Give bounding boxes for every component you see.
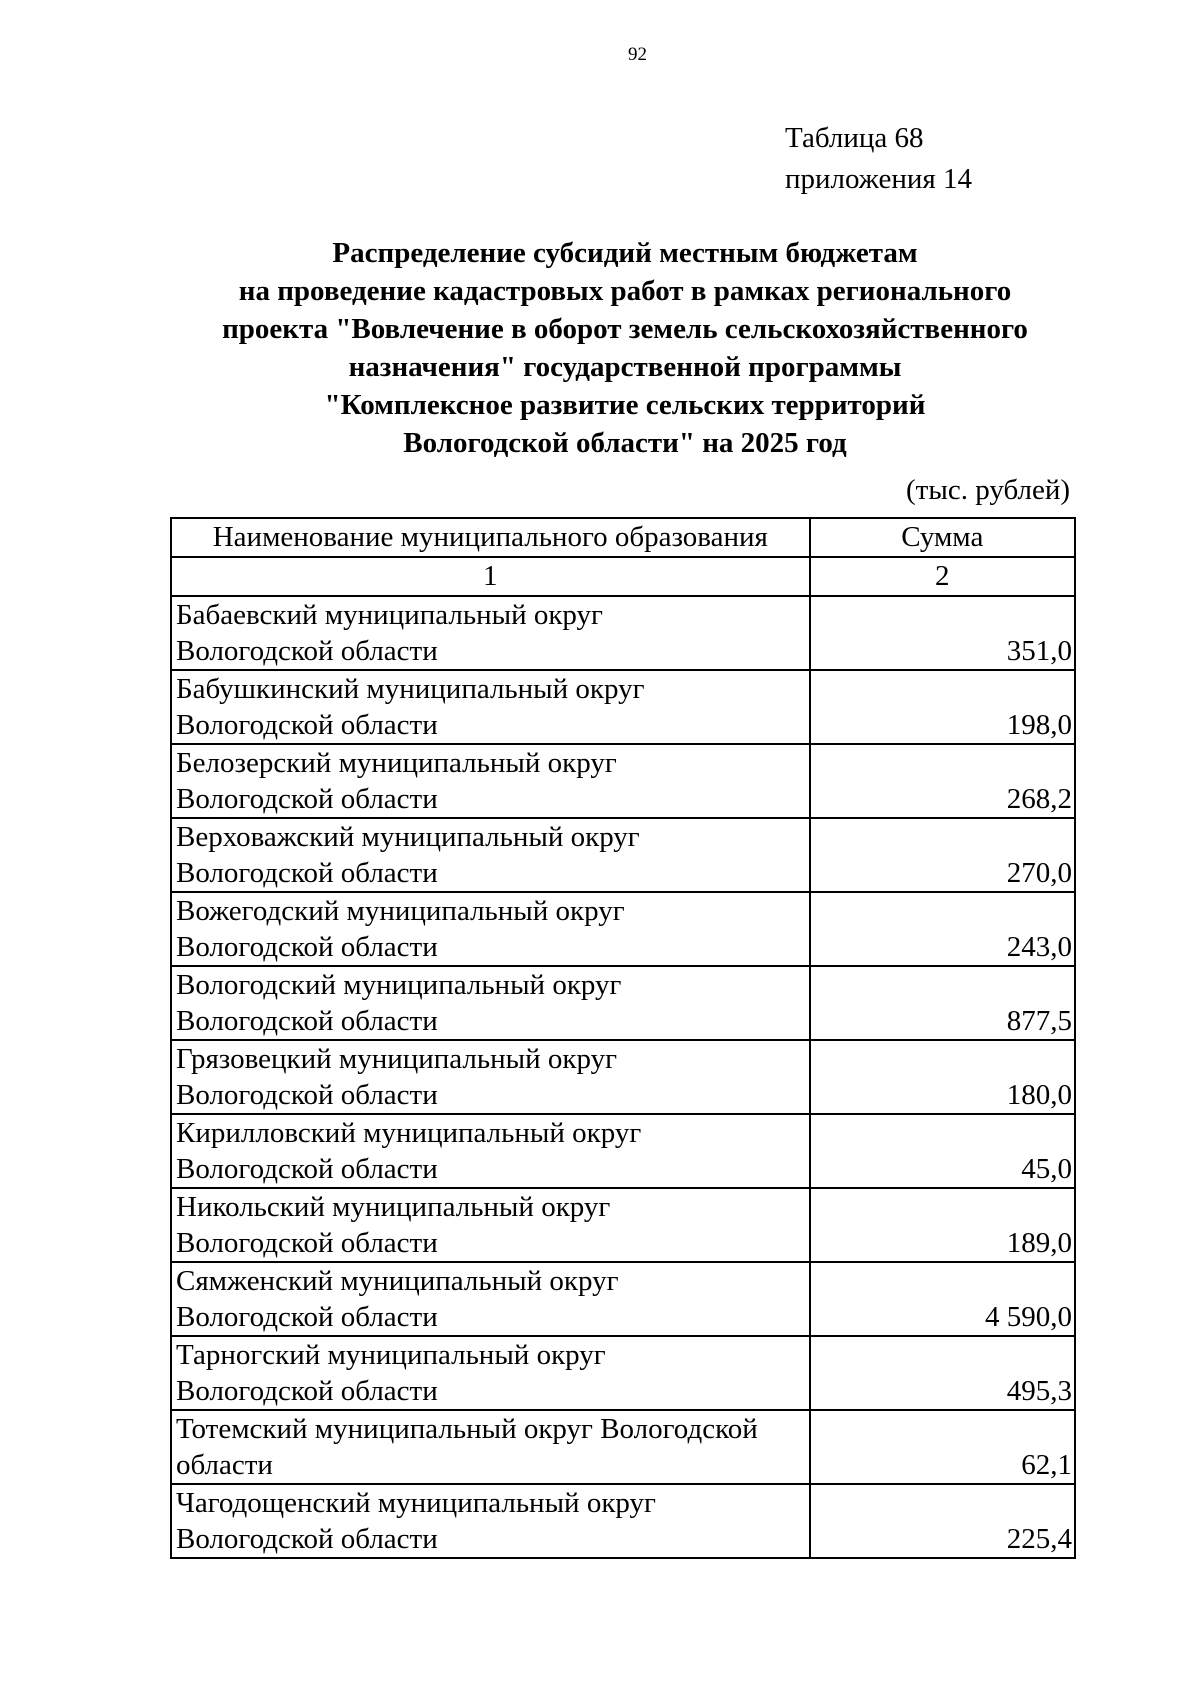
municipality-name: Тарногский муниципальный округ bbox=[176, 1339, 606, 1371]
municipality-name: Вологодской области bbox=[176, 1227, 438, 1259]
table-row bbox=[171, 966, 1075, 1040]
title-line: "Комплексное развитие сельских территорий bbox=[324, 389, 926, 421]
municipality-name: Грязовецкий муниципальный округ bbox=[176, 1043, 618, 1075]
table-row bbox=[171, 1336, 1075, 1410]
amount-cell: 268,2 bbox=[810, 744, 1075, 818]
municipality-name-cell bbox=[171, 1040, 810, 1114]
table-row bbox=[171, 1262, 1075, 1336]
amount-cell: 270,0 bbox=[810, 818, 1075, 892]
document-title bbox=[110, 234, 1140, 462]
municipality-name: Вологодской области bbox=[176, 1079, 438, 1111]
municipality-name: Вологодской области bbox=[176, 783, 438, 815]
amount-cell: 180,0 bbox=[810, 1040, 1075, 1114]
title-line: назначения" государственной программы bbox=[348, 351, 902, 383]
amount-cell: 198,0 bbox=[810, 670, 1075, 744]
table-row bbox=[171, 1410, 1075, 1484]
table-row bbox=[171, 670, 1075, 744]
municipality-name-cell bbox=[171, 818, 810, 892]
table-row bbox=[171, 596, 1075, 670]
municipality-name: Верховажский муниципальный округ bbox=[176, 821, 640, 853]
amount-cell: 4 590,0 bbox=[810, 1262, 1075, 1336]
municipality-name: Вологодской области bbox=[176, 857, 438, 889]
amount-cell: 351,0 bbox=[810, 596, 1075, 670]
column-number: 1 bbox=[171, 557, 810, 596]
municipality-name-cell bbox=[171, 1410, 810, 1484]
municipality-name-cell bbox=[171, 966, 810, 1040]
municipality-name-cell bbox=[171, 1188, 810, 1262]
municipality-name-cell bbox=[171, 892, 810, 966]
municipality-name: Сямженский муниципальный округ bbox=[176, 1265, 619, 1297]
municipality-name: Вологодский муниципальный округ bbox=[176, 969, 622, 1001]
amount-cell: 225,4 bbox=[810, 1484, 1075, 1558]
amount-cell: 243,0 bbox=[810, 892, 1075, 966]
subsidy-table bbox=[170, 517, 1076, 1559]
column-number-row bbox=[171, 557, 1075, 596]
column-number: 2 bbox=[810, 557, 1075, 596]
table-row bbox=[171, 744, 1075, 818]
title-line: Распределение субсидий местным бюджетам bbox=[332, 237, 918, 269]
municipality-name: Вожегодский муниципальный округ bbox=[176, 895, 625, 927]
title-line: на проведение кадастровых работ в рамках регионального bbox=[238, 275, 1012, 307]
municipality-name: области bbox=[176, 1449, 273, 1481]
municipality-name-cell bbox=[171, 670, 810, 744]
municipality-name: Кирилловский муниципальный округ bbox=[176, 1117, 642, 1149]
municipality-name: Бабаевский муниципальный округ bbox=[176, 599, 603, 631]
municipality-name: Вологодской области bbox=[176, 635, 438, 667]
municipality-name: Никольский муниципальный округ bbox=[176, 1191, 611, 1223]
amount-cell: 495,3 bbox=[810, 1336, 1075, 1410]
table-row bbox=[171, 818, 1075, 892]
municipality-name-cell bbox=[171, 1484, 810, 1558]
table-row bbox=[171, 1040, 1075, 1114]
municipality-name-cell bbox=[171, 1114, 810, 1188]
table-row bbox=[171, 1114, 1075, 1188]
column-header-amount: Сумма bbox=[810, 518, 1075, 557]
municipality-name: Вологодской области bbox=[176, 1375, 438, 1407]
amount-cell: 189,0 bbox=[810, 1188, 1075, 1262]
caption-appendix: приложения 14 bbox=[785, 163, 972, 195]
amount-cell: 45,0 bbox=[810, 1114, 1075, 1188]
table-row bbox=[171, 1188, 1075, 1262]
table-row bbox=[171, 892, 1075, 966]
table-row bbox=[171, 1484, 1075, 1558]
municipality-name-cell bbox=[171, 744, 810, 818]
table-caption bbox=[785, 118, 972, 200]
municipality-name: Вологодской области bbox=[176, 1005, 438, 1037]
municipality-name: Вологодской области bbox=[176, 1153, 438, 1185]
municipality-name: Вологодской области bbox=[176, 1301, 438, 1333]
units-label: (тыс. рублей) bbox=[906, 474, 1070, 506]
municipality-name-cell bbox=[171, 596, 810, 670]
page-number: 92 bbox=[628, 44, 647, 65]
municipality-name: Бабушкинский муниципальный округ bbox=[176, 673, 645, 705]
column-header-name: Наименование муниципального образования bbox=[171, 518, 810, 557]
title-line: Вологодской области" на 2025 год bbox=[403, 427, 847, 459]
caption-table-number: Таблица 68 bbox=[785, 122, 924, 154]
amount-cell: 62,1 bbox=[810, 1410, 1075, 1484]
municipality-name-cell bbox=[171, 1336, 810, 1410]
municipality-name: Чагодощенский муниципальный округ bbox=[176, 1487, 656, 1519]
municipality-name: Тотемский муниципальный округ Вологодской bbox=[176, 1413, 758, 1445]
amount-cell: 877,5 bbox=[810, 966, 1075, 1040]
table-header-row bbox=[171, 518, 1075, 557]
title-line: проекта "Вовлечение в оборот земель сельскохозяйственного bbox=[222, 313, 1028, 345]
municipality-name: Вологодской области bbox=[176, 1523, 438, 1555]
municipality-name: Вологодской области bbox=[176, 931, 438, 963]
municipality-name: Белозерский муниципальный округ bbox=[176, 747, 617, 779]
municipality-name-cell bbox=[171, 1262, 810, 1336]
municipality-name: Вологодской области bbox=[176, 709, 438, 741]
